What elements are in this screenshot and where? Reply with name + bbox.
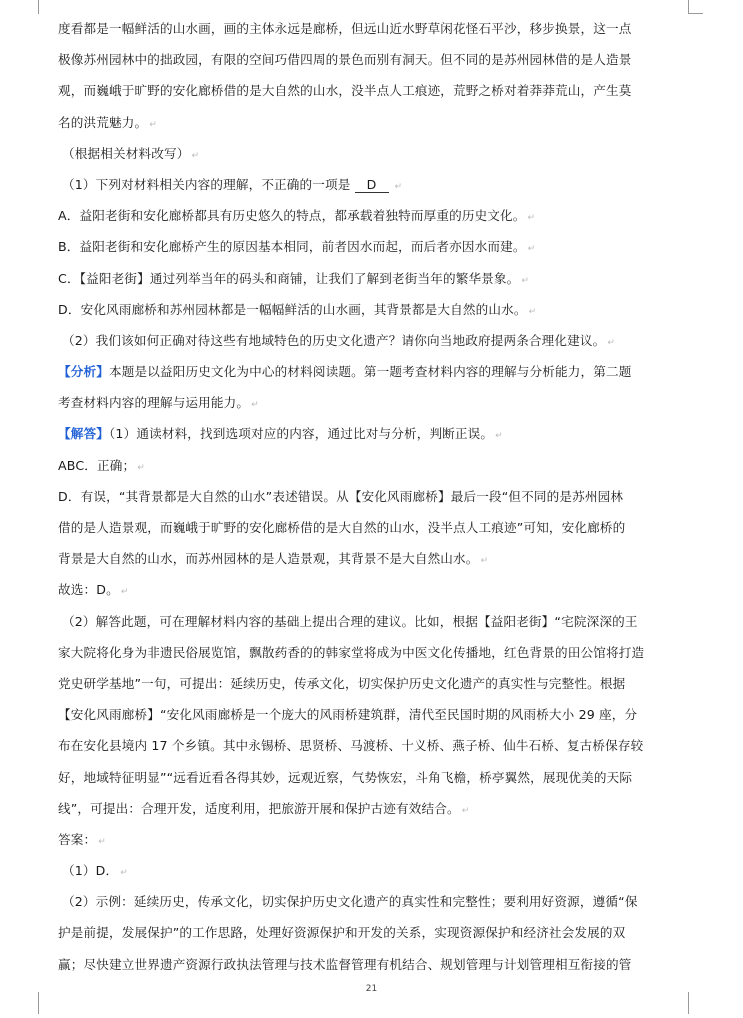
paragraph-mark: ↵ [251, 400, 259, 411]
document-body [58, 13, 698, 980]
line-text: 名的洪荒魅力。 [58, 114, 148, 130]
option-b [58, 231, 698, 262]
paragraph-mark: ↵ [527, 213, 536, 224]
answer-heading [58, 824, 698, 855]
option-c [58, 263, 698, 294]
text-line [58, 606, 698, 637]
page-number: 21 [365, 984, 378, 994]
crop-mark-top-left [38, 0, 39, 14]
paragraph-mark: ↵ [461, 805, 470, 816]
paragraph-mark: ↵ [528, 306, 537, 317]
line-text: （2）示例：延续历史，传承文化，切实保护历史文化遗产的真实性和完整性；要利用好资源，遵循“保 [62, 894, 638, 910]
answer-blank: D [355, 178, 389, 193]
text-line [58, 762, 698, 793]
line-text: （1）通读材料，找到选项对应的内容，通过比对与分析，判断正误。 [108, 426, 494, 442]
text-line [58, 481, 698, 512]
answer-1 [58, 855, 698, 886]
line-text: 好，地域特征明显”“远看近看各得其妙，远观近察，气势恢宏，斗角飞檐，桥亭翼然，展现优美的天际 [58, 769, 633, 785]
line-text: 党史研学基地”一句，可提出：延续历史，传承文化，切实保护历史文化遗产的真实性与完整性。根据 [58, 675, 626, 691]
line-text: D．有误，“其背景都是大自然的山水”表述错误。从【安化风雨廊桥】最后一段“但不同的是苏州园林 [58, 488, 624, 504]
line-text: 借的是人造景观，而巍峨于旷野的安化廊桥借的是大自然的山水，没半点人工痕迹”可知，安化廊桥的 [58, 520, 626, 535]
text-line [58, 450, 698, 481]
text-line [58, 574, 698, 605]
text-line [58, 512, 698, 543]
solution-line [58, 418, 698, 449]
paragraph-mark: ↵ [394, 181, 403, 192]
analysis-tag: 【分析】 [58, 364, 109, 380]
line-text: （1）下列对材料相关内容的理解，不正确的一项是 [62, 176, 351, 192]
text-line [58, 668, 698, 699]
line-text: （2）解答此题，可在理解材料内容的基础上提出合理的建议。比如，根据【益阳老街】“宅院深深的王 [62, 613, 638, 629]
line-text: 考查材料内容的理解与运用能力。 [58, 395, 250, 411]
paragraph-mark: ↵ [120, 868, 128, 879]
text-line [58, 13, 698, 44]
line-text: （1）D． [62, 863, 119, 879]
text-line [58, 107, 698, 138]
text-line [58, 793, 698, 824]
line-text: 观，而巍峨于旷野的安化廊桥借的是大自然的山水，没半点人工痕迹，荒野之桥对着莽莽荒山，产生莫 [58, 83, 632, 99]
line-text: 【安化风雨廊桥】“安化风雨廊桥是一个庞大的风雨桥建筑群，清代至民国时期的风雨桥大小 29 座，分 [58, 707, 638, 723]
crop-mark-bottom-left [38, 992, 39, 1014]
paragraph-mark: ↵ [495, 431, 503, 442]
option-a [58, 200, 698, 231]
crop-mark-top-right [688, 0, 689, 14]
line-text: C．【益阳老街】通过列举当年的码头和商铺，让我们了解到老街当年的繁华景象。 [58, 270, 520, 286]
analysis-line [58, 356, 698, 387]
line-text: 护是前提，发展保护”的工作思路，处理好资源保护和开发的关系，实现资源保护和经济社会发展的双 [58, 925, 626, 941]
line-text: 背景是大自然的山水，而苏州园林的是人造景观，其背景不是大自然山水。 [58, 551, 479, 567]
line-text: 度看都是一幅鲜活的山水画，画的主体永远是廊桥，但远山近水野草闲花怪石平沙，移步换景，这一点 [58, 21, 632, 36]
question-2 [58, 325, 698, 356]
paragraph-mark: ↵ [480, 556, 489, 567]
line-text: 故选：D。 [58, 582, 119, 598]
paragraph-mark: ↵ [98, 836, 106, 847]
source-note [58, 138, 698, 169]
line-text: 本题是以益阳历史文化为中心的材料阅读题。第一题考查材料内容的理解与分析能力，第二题 [108, 364, 632, 380]
line-text: （根据相关材料改写） [62, 145, 190, 161]
line-text: 线”，可提出：合理开发，适度利用，把旅游开展和保护古迹有效结合。 [58, 800, 460, 816]
paragraph-mark: ↵ [607, 337, 616, 348]
line-text: B．益阳老街和安化廊桥产生的原因基本相同，前者因水而起，而后者亦因水而建。 [58, 239, 526, 255]
text-line [58, 699, 698, 730]
crop-mark-bottom-right [688, 992, 689, 1014]
line-text: A．益阳老街和安化廊桥都具有历史悠久的特点，都承载着独特而厚重的历史文化。 [58, 208, 526, 224]
paragraph-mark: ↵ [149, 119, 157, 130]
text-line [58, 387, 698, 418]
option-d [58, 294, 698, 325]
line-text: 家大院将化身为非遗民俗展览馆，飘散药香的的韩家堂将成为中医文化传播地，红色背景的田公馆将打造 [58, 644, 645, 660]
line-text: 极像苏州园林中的拙政园，有限的空间巧借四周的景色而别有洞天。但不同的是苏州园林借的是人造景 [58, 52, 632, 68]
paragraph-mark: ↵ [191, 150, 200, 161]
text-line [58, 637, 698, 668]
text-line [58, 917, 698, 948]
text-line [58, 75, 698, 106]
text-line [58, 543, 698, 574]
line-text: 答案： [58, 831, 97, 847]
paragraph-mark: ↵ [527, 244, 536, 255]
line-text: ABC．正确； [58, 457, 136, 473]
answer-2 [58, 886, 698, 917]
text-line [58, 730, 698, 761]
text-line [58, 949, 698, 980]
paragraph-mark: ↵ [521, 275, 530, 286]
text-line [58, 44, 698, 75]
paragraph-mark: ↵ [137, 462, 145, 473]
question-1 [58, 169, 698, 200]
solution-tag: 【解答】 [58, 426, 109, 442]
paragraph-mark: ↵ [120, 587, 129, 598]
line-text: 赢；尽快建立世界遗产资源行政执法管理与技术监督管理有机结合、规划管理与计划管理相互衔接的管 [58, 956, 632, 972]
line-text: （2）我们该如何正确对待这些有地域特色的历史文化遗产？请你向当地政府提两条合理化建议。 [62, 332, 606, 348]
line-text: D．安化风雨廊桥和苏州园林都是一幅幅鲜活的山水画，其背景都是大自然的山水。 [58, 301, 527, 317]
line-text: 布在安化县境内 17 个乡镇。其中永锡桥、思贤桥、马渡桥、十义桥、燕子桥、仙牛石桥、复古桥保存较 [58, 738, 644, 754]
